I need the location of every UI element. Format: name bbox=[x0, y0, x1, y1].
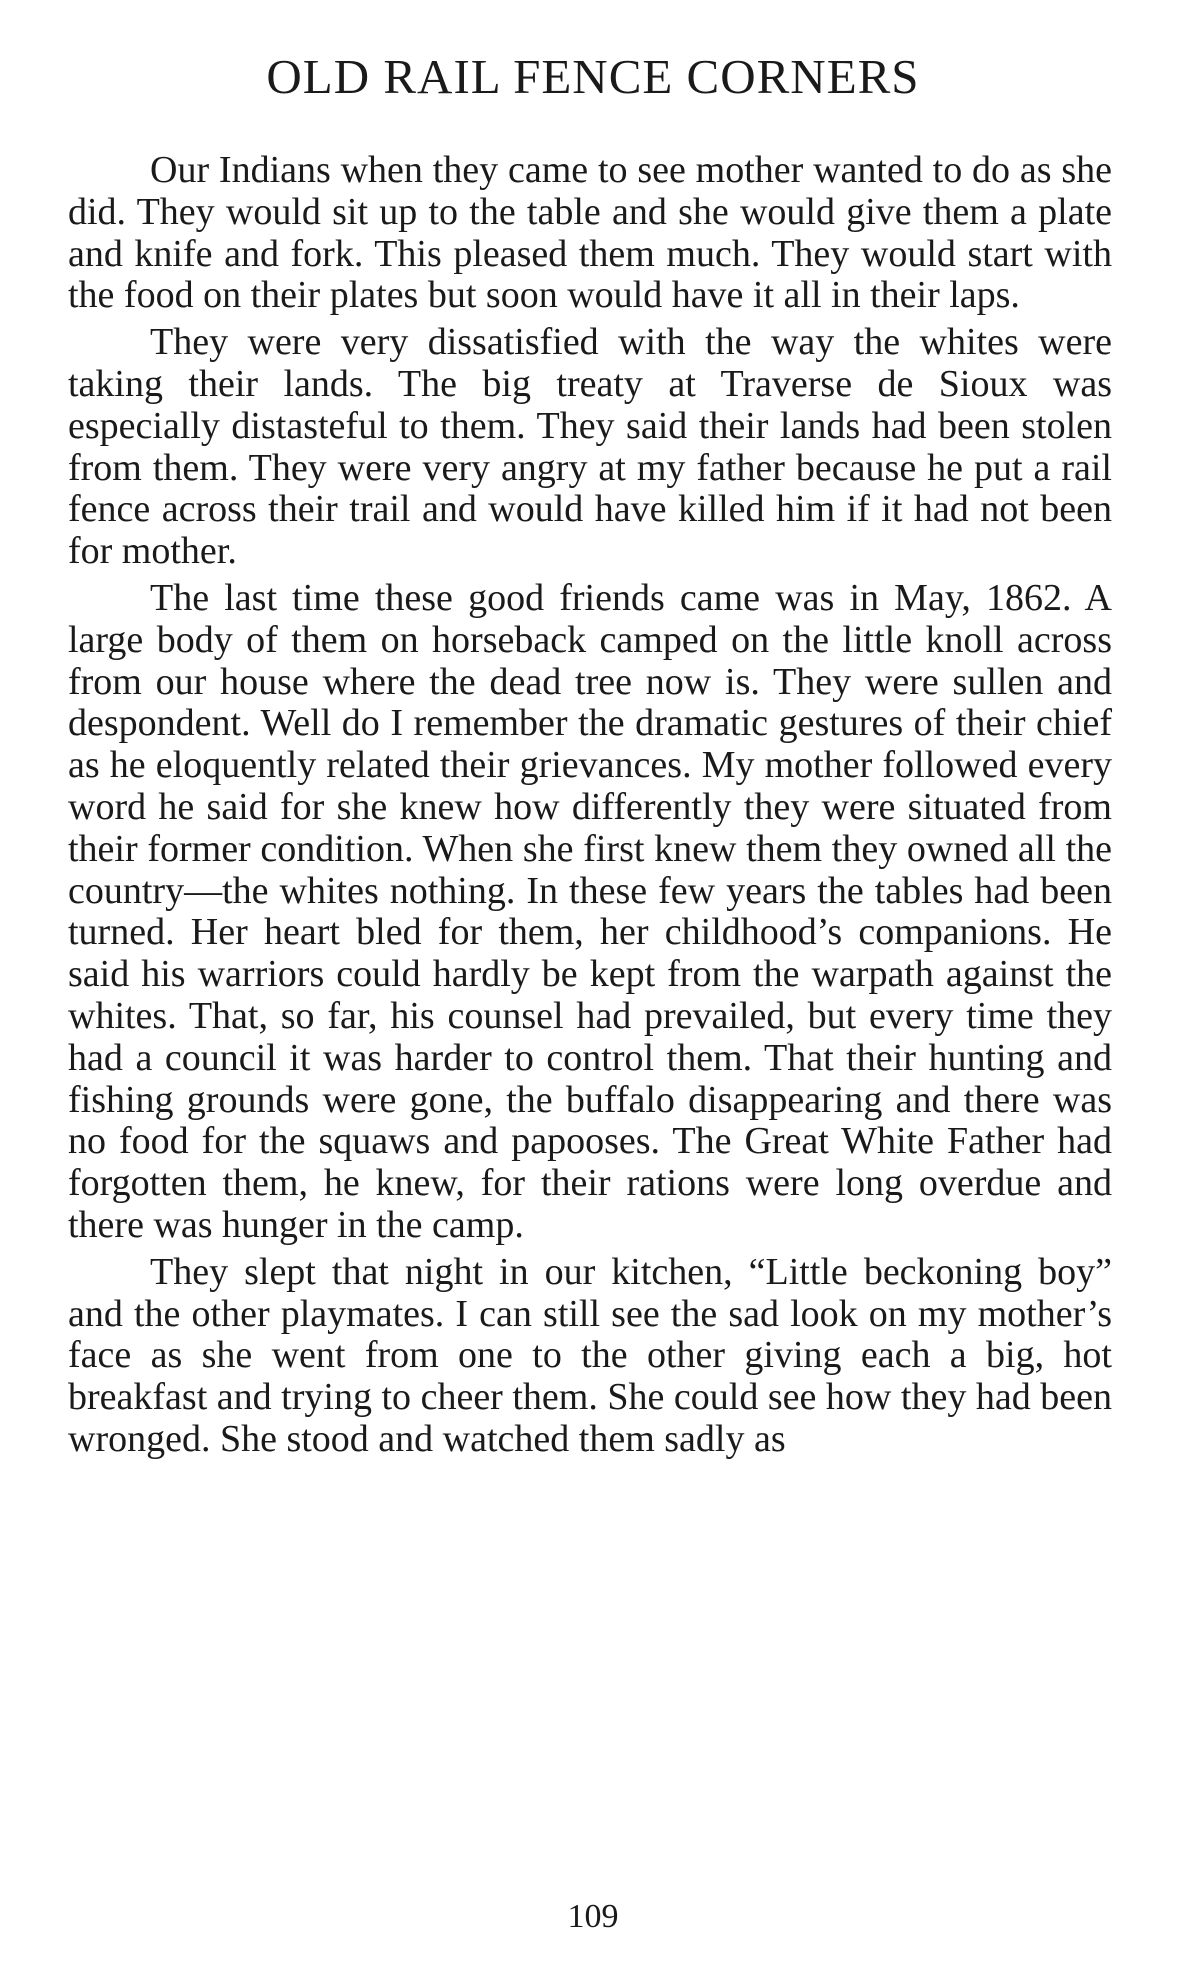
paragraph-3: The last time these good friends came was in May, 1862. A large body of them on horseback camped on the little knoll across from our house where the dead tree now is. They were sullen and despondent. Well do I remember the dramatic gestures of their chief as he eloquently related their grievances. My mother followed every word he said for she knew how differently they were situated from their former condition. When she first knew them they owned all the country—the whites nothing. In these few years the tables had been turned. Her heart bled for them, her childhood’s companions. He said his warriors could hardly be kept from the warpath against the whites. That, so far, his counsel had prevailed, but every time they had a council it was harder to control them. That their hunting and fishing grounds were gone, the buffalo disappearing and there was no food for the squaws and papooses. The Great White Father had forgotten them, he knew, for their rations were long overdue and there was hunger in the camp. bbox=[68, 576, 1112, 1246]
paragraph-1: Our Indians when they came to see mother wanted to do as she did. They would sit up to the table and she would give them a plate and knife and fork. This pleased them much. They would start with the food on their plates but soon would have it all in their laps. bbox=[68, 149, 1112, 317]
paragraph-4: They slept that night in our kitchen, “Little beckoning boy” and the other playmates. I can still see the sad look on my mother’s face as she went from one to the other giving each a big, hot breakfast and trying to cheer them. She could see how they had been wronged. She stood and watched them sadly as bbox=[68, 1250, 1112, 1460]
paragraph-2: They were very dissatisfied with the way the whites were taking their lands. The big treaty at Traverse de Sioux was especially distasteful to them. They said their lands had been stolen from them. They were very angry at my father because he put a rail fence across their trail and would have killed him if it had not been for mother. bbox=[68, 321, 1112, 573]
body-text bbox=[68, 150, 1112, 1461]
running-title: OLD RAIL FENCE CORNERS bbox=[266, 49, 920, 104]
page-number: 109 bbox=[567, 1898, 619, 1935]
